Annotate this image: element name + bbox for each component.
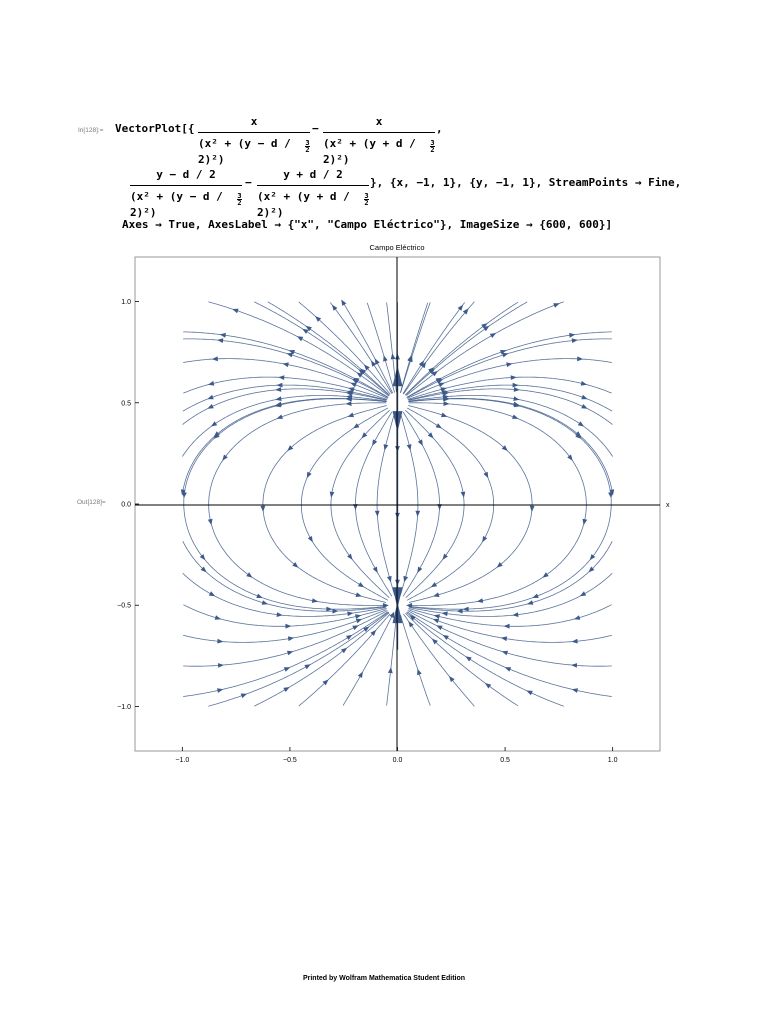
stream-arrow — [443, 401, 449, 406]
stream-arrow — [304, 664, 310, 669]
stream-arrow — [356, 592, 363, 597]
stream-arrow — [261, 506, 266, 512]
stream-arrow — [222, 455, 228, 461]
stream-arrow — [346, 401, 352, 406]
stream-arrow — [341, 648, 347, 654]
stream-arrow — [283, 362, 289, 367]
fraction-2-numerator: x — [375, 115, 383, 128]
stream-arrow — [375, 358, 380, 365]
stream-line-55 — [299, 614, 390, 706]
stream-arrow — [465, 656, 471, 661]
stream-arrow — [433, 592, 440, 597]
x-tick-label: −0.5 — [283, 757, 297, 764]
stream-arrow — [356, 619, 362, 624]
fraction-4-exponent: 3 2 — [364, 191, 369, 207]
stream-line-60 — [401, 302, 431, 393]
stream-line-34 — [183, 541, 387, 611]
stream-arrow — [572, 639, 578, 644]
stream-arrow — [207, 395, 213, 400]
x-tick-label: −1.0 — [175, 757, 190, 764]
stream-line-17 — [377, 413, 395, 595]
stream-arrow — [578, 421, 584, 426]
stream-line-67 — [406, 612, 563, 706]
stream-arrow — [569, 333, 575, 338]
stream-arrow — [215, 615, 221, 620]
stream-arrow — [302, 329, 308, 334]
stream-arrow — [262, 600, 268, 605]
stream-arrow — [241, 694, 247, 699]
stream-arrow — [497, 562, 503, 568]
y-tick-label: 0.5 — [121, 400, 131, 408]
stream-line-2 — [407, 339, 612, 398]
stream-arrow — [283, 687, 289, 692]
stream-arrow — [434, 614, 440, 619]
fraction-2-exponent: 3 2 — [430, 138, 435, 154]
stream-arrow — [347, 554, 352, 560]
stream-arrow — [513, 383, 519, 388]
minus-sign-1: − — [312, 122, 319, 135]
fraction-4-numerator: y + d / 2 — [283, 168, 343, 181]
vectorplot-head: VectorPlot[{ — [115, 122, 195, 135]
stream-arrow — [350, 383, 357, 387]
input-cell-label: In[128]:= — [78, 127, 104, 134]
line3-options: Axes → True, AxesLabel → {"x", "Campo Eléctrico"}, ImageSize → {600, 600}] — [122, 218, 613, 231]
stream-arrow — [207, 404, 214, 409]
stream-arrow — [512, 612, 518, 617]
stream-arrow — [490, 333, 496, 338]
stream-arrow — [384, 444, 389, 450]
stream-arrow — [390, 612, 395, 619]
y-tick-label: −0.5 — [117, 602, 131, 610]
stream-arrow — [417, 567, 422, 573]
y-tick-label: −1.0 — [117, 703, 131, 711]
stream-line-23 — [408, 406, 532, 603]
stream-arrow — [505, 667, 512, 672]
stream-arrow — [504, 624, 510, 629]
stream-arrow — [449, 676, 455, 682]
stream-line-19 — [400, 413, 418, 595]
stream-arrow — [308, 536, 313, 542]
output-cell-label: Out[128]= — [77, 499, 106, 506]
stream-arrow — [526, 691, 533, 696]
stream-arrow — [212, 356, 218, 361]
stream-arrow — [352, 625, 359, 630]
stream-arrow — [485, 683, 491, 689]
stream-arrow — [256, 594, 262, 598]
stream-arrow — [208, 381, 214, 386]
stream-arrow — [220, 333, 226, 338]
x-axis-label: x — [666, 502, 670, 509]
stream-arrow — [218, 663, 224, 668]
stream-arrow — [232, 309, 238, 314]
fraction-1-den-base: (x² + (y − d / 2)²) — [198, 137, 291, 166]
stream-line-66 — [406, 302, 563, 396]
stream-arrow — [442, 611, 448, 616]
stream-arrow — [408, 621, 413, 627]
stream-line-50 — [208, 302, 388, 396]
stream-arrow — [217, 688, 223, 693]
y-tick-label: 1.0 — [121, 299, 131, 307]
stream-arrow — [217, 639, 223, 644]
stream-arrow — [341, 300, 346, 306]
stream-arrow — [288, 636, 294, 641]
stream-line-7 — [367, 303, 394, 393]
stream-arrow — [436, 625, 443, 630]
fraction-4-den-base: (x² + (y + d / 2)²) — [257, 190, 350, 219]
stream-arrow — [502, 353, 508, 358]
stream-arrow — [463, 607, 469, 612]
stream-arrow — [275, 387, 281, 392]
stream-arrow — [415, 511, 420, 517]
stream-arrow — [330, 492, 335, 498]
stream-line-61 — [401, 615, 431, 706]
stream-arrow — [461, 492, 466, 498]
fraction-1-exponent: 3 2 — [305, 138, 310, 154]
stream-arrow — [292, 562, 298, 568]
stream-arrow — [433, 619, 439, 624]
stream-arrow — [277, 612, 283, 617]
stream-arrow — [285, 624, 291, 629]
stream-arrow — [571, 663, 577, 668]
stream-arrow — [530, 506, 535, 512]
stream-arrow — [297, 336, 303, 341]
stream-arrow — [458, 305, 464, 311]
stream-arrow — [403, 576, 408, 582]
stream-arrow — [284, 667, 291, 672]
stream-arrow — [501, 636, 507, 641]
stream-arrow — [275, 396, 281, 401]
stream-arrow — [580, 591, 586, 596]
stream-arrow — [373, 567, 378, 573]
line2-tail: }, {x, −1, 1}, {y, −1, 1}, StreamPoints → Fine, — [370, 176, 682, 189]
stream-arrow — [418, 439, 423, 446]
stream-arrow — [277, 415, 284, 419]
stream-arrow — [287, 353, 293, 358]
stream-arrow — [512, 415, 519, 419]
fraction-1-numerator: x — [250, 115, 258, 128]
stream-arrow — [246, 572, 252, 578]
stream-arrow — [438, 383, 445, 387]
stream-arrow — [355, 614, 361, 619]
stream-arrow — [388, 667, 393, 673]
stream-arrow — [443, 635, 449, 640]
stream-arrow — [431, 582, 437, 587]
stream-arrow — [511, 375, 517, 380]
chart-title: Campo Eléctrico — [369, 243, 425, 252]
stream-line-12 — [209, 403, 387, 606]
stream-arrow — [375, 511, 380, 517]
footer-note: Printed by Wolfram Mathematica Student Edition — [302, 975, 466, 982]
stream-arrow — [514, 387, 520, 392]
stream-arrow — [200, 554, 206, 560]
stream-line-59 — [387, 616, 397, 705]
stream-arrow — [287, 651, 293, 656]
fraction-3-den-base: (x² + (y − d / 2)²) — [130, 190, 223, 219]
comma-1: , — [436, 122, 443, 135]
stream-arrow — [513, 396, 519, 401]
stream-arrow — [443, 554, 448, 560]
stream-arrow — [542, 572, 548, 578]
stream-arrow — [567, 455, 573, 461]
stream-line-13 — [263, 406, 387, 603]
y-tick-label: 0.0 — [121, 501, 131, 509]
stream-arrow — [502, 651, 508, 656]
stream-arrow — [482, 536, 487, 542]
stream-arrow — [391, 353, 396, 359]
x-tick-label: 0.5 — [500, 757, 510, 764]
stream-line-8 — [330, 303, 392, 394]
stream-arrow — [217, 338, 223, 343]
stream-arrow — [278, 375, 284, 380]
stream-arrow — [326, 607, 332, 612]
stream-arrow — [353, 423, 359, 428]
stream-arrow — [209, 591, 215, 596]
x-tick-label: 1.0 — [607, 757, 618, 764]
stream-line-51 — [208, 612, 388, 706]
stream-arrow — [581, 381, 587, 386]
stream-arrow — [358, 672, 363, 679]
stream-arrow — [347, 611, 353, 616]
fraction-3-numerator: y − d / 2 — [156, 168, 216, 181]
fraction-2-den-base: (x² + (y + d / 2)²) — [323, 137, 416, 166]
stream-arrow — [527, 600, 533, 605]
stream-arrow — [332, 305, 338, 311]
stream-arrow — [581, 404, 588, 409]
stream-arrow — [581, 395, 587, 400]
stream-line-56 — [343, 303, 393, 394]
stream-arrow — [572, 688, 578, 693]
stream-line-14 — [301, 408, 388, 600]
stream-arrow — [208, 519, 213, 525]
stream-arrow — [407, 444, 412, 450]
stream-arrow — [372, 439, 377, 446]
stream-arrow — [532, 594, 538, 598]
stream-arrow — [211, 421, 217, 426]
stream-arrow — [477, 598, 483, 603]
stream-arrow — [348, 413, 354, 418]
stream-line-22 — [407, 408, 494, 600]
stream-arrow — [574, 615, 580, 620]
stream-arrow — [436, 423, 442, 428]
stream-line-35 — [409, 541, 613, 611]
stream-arrow — [506, 362, 512, 367]
stream-arrow — [358, 582, 364, 587]
stream-arrow — [441, 413, 447, 418]
stream-arrow — [417, 669, 422, 676]
stream-arrow — [276, 383, 282, 388]
fraction-3-exponent: 3 2 — [237, 191, 242, 207]
stream-arrow — [590, 554, 596, 560]
stream-line-0 — [409, 403, 587, 606]
stream-arrow — [383, 355, 388, 361]
stream-arrow — [553, 303, 560, 308]
stream-arrow — [577, 356, 583, 361]
stream-arrow — [312, 598, 318, 603]
x-tick-label: 0.0 — [392, 757, 403, 764]
minus-sign-2: − — [245, 176, 252, 189]
stream-arrow — [387, 576, 392, 582]
stream-arrow — [572, 338, 578, 343]
stream-arrow — [583, 519, 588, 525]
